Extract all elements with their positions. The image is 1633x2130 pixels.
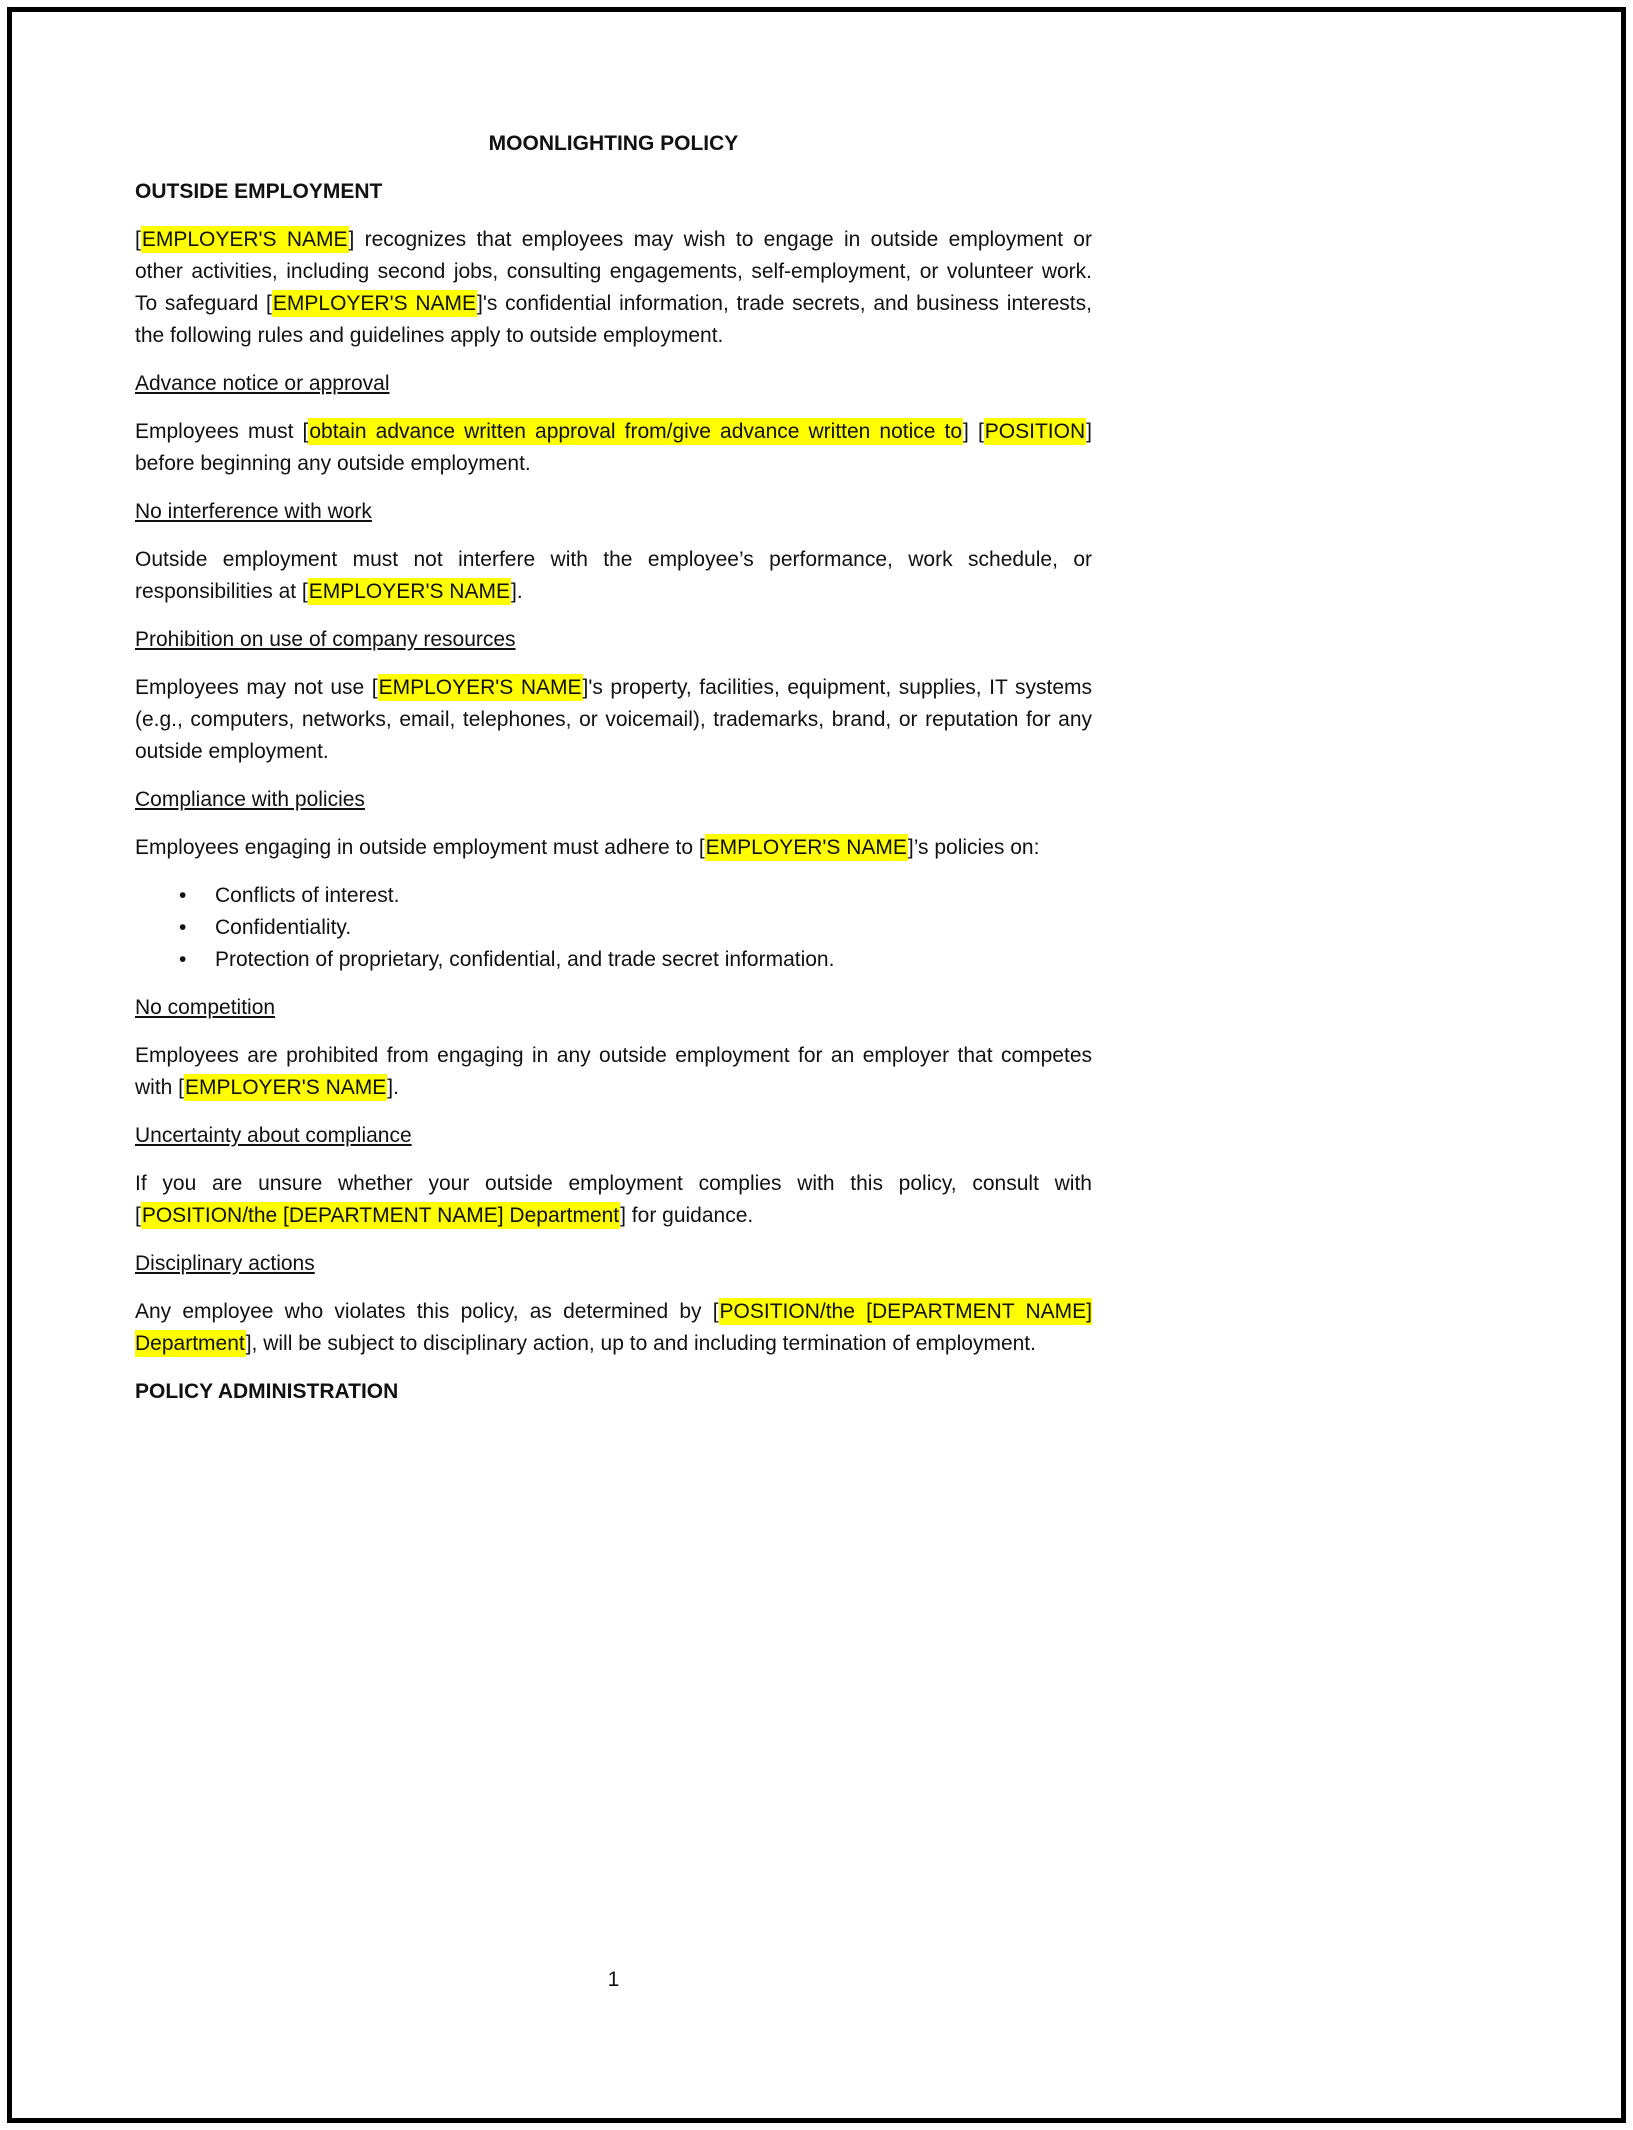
text-run: ].	[510, 580, 523, 603]
paragraph	[135, 672, 1092, 768]
subsection-heading: Compliance with policies	[135, 788, 365, 811]
page-border	[7, 7, 1626, 2123]
subsection-heading: Advance notice or approval	[135, 372, 390, 395]
document-content	[135, 128, 1092, 1424]
text-run: ] before beginning any outside employment.	[135, 420, 1092, 475]
text-run: Employees may not use [	[135, 676, 378, 699]
text-run: ]’s policies on:	[907, 836, 1040, 859]
subsection-heading: No competition	[135, 996, 276, 1019]
highlighted-placeholder: EMPLOYER'S NAME	[378, 676, 582, 699]
paragraph	[135, 416, 1092, 480]
paragraph	[135, 224, 1092, 352]
highlighted-placeholder: EMPLOYER'S NAME	[185, 1076, 387, 1099]
text-run: Any employee who violates this policy, as determined by [	[135, 1300, 719, 1323]
section-heading: OUTSIDE EMPLOYMENT	[135, 180, 383, 203]
highlighted-placeholder: obtain advance written approval from/give advance written notice to	[309, 420, 963, 443]
text-run: Employees engaging in outside employment must adhere to [	[135, 836, 705, 859]
page-number: 1	[607, 1968, 620, 1991]
bullet-list	[135, 880, 1092, 976]
paragraph	[135, 832, 1092, 864]
text-run: ] recognizes that employees may wish to engage in outside employment or other activities, including second jobs, consulting engagements, self-employment, or volunteer work. To safeguard [	[135, 228, 1092, 315]
highlighted-placeholder: POSITION/the [DEPARTMENT NAME] Department	[135, 1300, 1092, 1355]
text-run: ].	[387, 1076, 399, 1099]
text-run: ]'s property, facilities, equipment, supplies, IT systems (e.g., computers, networks, email, telephones, or voicemail), trademarks, brand, or reputation for any outside employment.	[135, 676, 1093, 763]
paragraph	[135, 1296, 1092, 1360]
subsection-heading: Uncertainty about compliance	[135, 1124, 412, 1147]
text-run: ] for guidance.	[620, 1204, 754, 1227]
subsection-heading: Disciplinary actions	[135, 1252, 315, 1275]
highlighted-placeholder: EMPLOYER'S NAME	[308, 580, 510, 603]
bullet-item: • Protection of proprietary, confidential, and trade secret information.	[179, 944, 1092, 976]
text-run: Employees must [	[135, 420, 309, 443]
text-run: Outside employment must not interfere with the employee’s performance, work schedule, or responsibilities at [	[135, 548, 1092, 603]
text-run: [	[135, 228, 141, 251]
highlighted-placeholder: POSITION/the [DEPARTMENT NAME] Department	[141, 1204, 620, 1227]
bullet-item: • Conflicts of interest.	[179, 880, 1092, 912]
text-run: ] [	[963, 420, 984, 443]
highlighted-placeholder: EMPLOYER'S NAME	[141, 228, 348, 251]
paragraph	[135, 544, 1092, 608]
highlighted-placeholder: EMPLOYER'S NAME	[705, 836, 907, 859]
bullet-item: • Confidentiality.	[179, 912, 1092, 944]
text-run: ]'s confidential information, trade secrets, and business interests, the following rules and guidelines apply to outside employment.	[135, 292, 1092, 347]
subsection-heading: Prohibition on use of company resources	[135, 628, 516, 651]
document-title: MOONLIGHTING POLICY	[488, 132, 739, 155]
section-heading: POLICY ADMINISTRATION	[135, 1380, 399, 1403]
text-run: Employees are prohibited from engaging in any outside employment for an employer that competes with [	[135, 1044, 1092, 1099]
paragraph	[135, 1040, 1092, 1104]
highlighted-placeholder: EMPLOYER'S NAME	[272, 292, 477, 315]
highlighted-placeholder: POSITION	[984, 420, 1086, 443]
text-run: If you are unsure whether your outside employment complies with this policy, consult with [	[135, 1172, 1092, 1227]
subsection-heading: No interference with work	[135, 500, 372, 523]
text-run: ], will be subject to disciplinary action, up to and including termination of employment.	[245, 1332, 1036, 1355]
document-blocks	[135, 176, 1092, 1408]
paragraph	[135, 1168, 1092, 1232]
